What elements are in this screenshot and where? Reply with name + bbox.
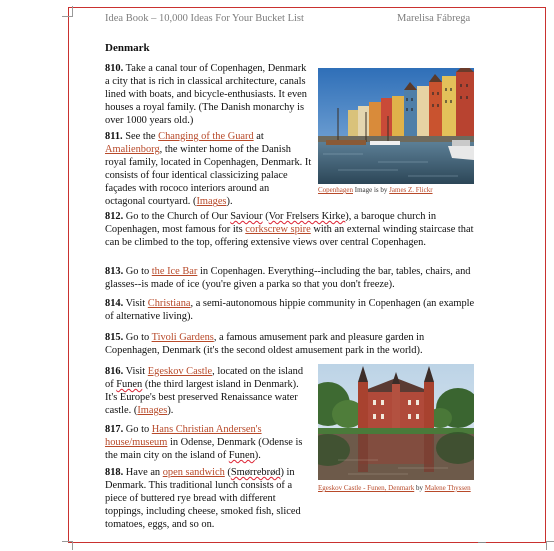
- photo-caption-egeskov: [318, 484, 471, 493]
- link-ice-bar[interactable]: the Ice Bar: [151, 266, 198, 277]
- entry-812: [105, 210, 477, 249]
- caption-link-photographer[interactable]: James Z. Flickr: [389, 186, 433, 194]
- crop-mark-bottom-left: [62, 541, 73, 550]
- copenhagen-nyhavn-photo: [318, 68, 474, 184]
- entry-text: , the winter home of the Danish royal family, located in Copenhagen, Denmark. It consists of four identical classicizing palace façades with rococo interiors around an octagonal courtyard. (: [105, 144, 312, 208]
- caption-link-copenhagen[interactable]: Copenhagen: [318, 186, 353, 194]
- entry-number: 818.: [105, 467, 124, 478]
- entry-text: at: [253, 131, 264, 142]
- entry-text: Have an: [125, 467, 163, 478]
- entry-811: [105, 130, 312, 209]
- link-egeskov-castle[interactable]: Egeskov Castle: [147, 366, 213, 377]
- crop-mark-bottom-right: [546, 541, 554, 550]
- link-amalienborg[interactable]: Amalienborg: [105, 144, 160, 156]
- entry-text: (: [224, 467, 231, 478]
- entry-817: [105, 423, 310, 462]
- entry-text: See the: [125, 131, 159, 142]
- entry-text: ).: [167, 405, 174, 417]
- entry-text: Go to the Church of Our: [125, 211, 231, 222]
- entry-813: [105, 265, 477, 291]
- caption-link-egeskov[interactable]: Egeskov Castle - Funen, Denmark: [318, 484, 415, 492]
- link-christiana[interactable]: Christiana: [147, 298, 191, 309]
- entry-number: 810.: [105, 63, 124, 74]
- photo-caption-copenhagen: [318, 186, 433, 195]
- entry-text: Smørrebrød: [230, 467, 281, 478]
- entry-text: (the third largest island in Denmark). It's Europe's best preserved Renaissance water castle. (: [105, 379, 299, 417]
- entry-818: [105, 466, 310, 531]
- entry-text: , a semi-autonomous hippie community in Copenhagen (an example of alternative living).: [105, 298, 475, 323]
- entry-text: Saviour: [230, 211, 263, 222]
- entry-number: 814.: [105, 298, 124, 309]
- entry-text: ) in Denmark. This traditional lunch consists of a piece of buttered rye bread with different toppings, including cheese, smoked fish, sliced tomatoes, eggs, and so on.: [105, 467, 301, 531]
- link-images[interactable]: Images: [137, 405, 168, 417]
- entry-number: 816.: [105, 366, 124, 377]
- entry-810: [105, 62, 310, 127]
- entry-text: Go to: [125, 266, 152, 277]
- entry-814: [105, 297, 477, 323]
- entry-text: with an external winding staircase that can be climbed to the top, offering extensive views over central Copenhagen.: [105, 224, 474, 249]
- entry-816: [105, 365, 310, 417]
- entry-text: (: [262, 211, 269, 222]
- end-mark: [478, 542, 486, 543]
- entry-text: in Odense, Denmark (Odense is the main city on the island of: [105, 437, 303, 462]
- entry-text: Go to: [125, 424, 152, 435]
- entry-text: ).: [226, 196, 233, 208]
- crop-mark-top-left: [62, 6, 73, 17]
- entry-815: [105, 331, 477, 357]
- link-hans-christian-andersen-museum[interactable]: Hans Christian Andersen's house/museum: [105, 424, 262, 449]
- running-header-title: Idea Book – 10,000 Ideas For Your Bucket List: [105, 13, 304, 24]
- entry-number: 811.: [105, 131, 123, 142]
- link-corkscrew-spire[interactable]: corkscrew spire: [245, 224, 311, 236]
- entry-text: ).: [254, 450, 261, 462]
- entry-text: Funen: [228, 450, 255, 462]
- caption-link-photographer[interactable]: Malene Thyssen: [424, 484, 471, 492]
- entry-text: Funen: [116, 379, 143, 391]
- egeskov-castle-photo: [318, 364, 474, 480]
- entry-text: Visit: [125, 298, 148, 309]
- entry-text: , located on the island of: [105, 366, 304, 391]
- entry-number: 812.: [105, 211, 124, 222]
- entry-text: , a famous amusement park and pleasure garden in Copenhagen, Denmark (it's the second oldest amusement park in the world).: [105, 332, 425, 357]
- entry-text: Visit: [125, 366, 148, 377]
- link-changing-of-the-guard[interactable]: Changing of the Guard: [158, 131, 254, 142]
- entry-text: in Copenhagen. Everything--including the bar, tables, chairs, and glasses--is made of ice (you're given a parka so that you don't freeze).: [105, 266, 471, 291]
- running-header-author: Marelisa Fábrega: [397, 13, 471, 24]
- caption-text: Image is by: [353, 186, 390, 194]
- entry-text: ), a baroque church in Copenhagen, most famous for its: [105, 211, 437, 236]
- link-images[interactable]: Images: [196, 196, 227, 208]
- entry-text: Vor Frelsers Kirke: [268, 211, 346, 222]
- link-open-sandwich[interactable]: open sandwich: [162, 467, 225, 478]
- entry-number: 817.: [105, 424, 124, 435]
- caption-text: by: [414, 484, 425, 492]
- entry-text: Go to: [125, 332, 152, 343]
- link-tivoli-gardens[interactable]: Tivoli Gardens: [151, 332, 214, 343]
- entry-text: Take a canal tour of Copenhagen, Denmark a city that is rich in classical architecture, canals lined with boats, and bicycle-enthusiasts. It even houses a royal family. (The Danish monarchy is over 1000 years old.): [105, 63, 307, 127]
- section-heading: Denmark: [105, 42, 150, 54]
- entry-number: 815.: [105, 332, 124, 343]
- entry-number: 813.: [105, 266, 124, 277]
